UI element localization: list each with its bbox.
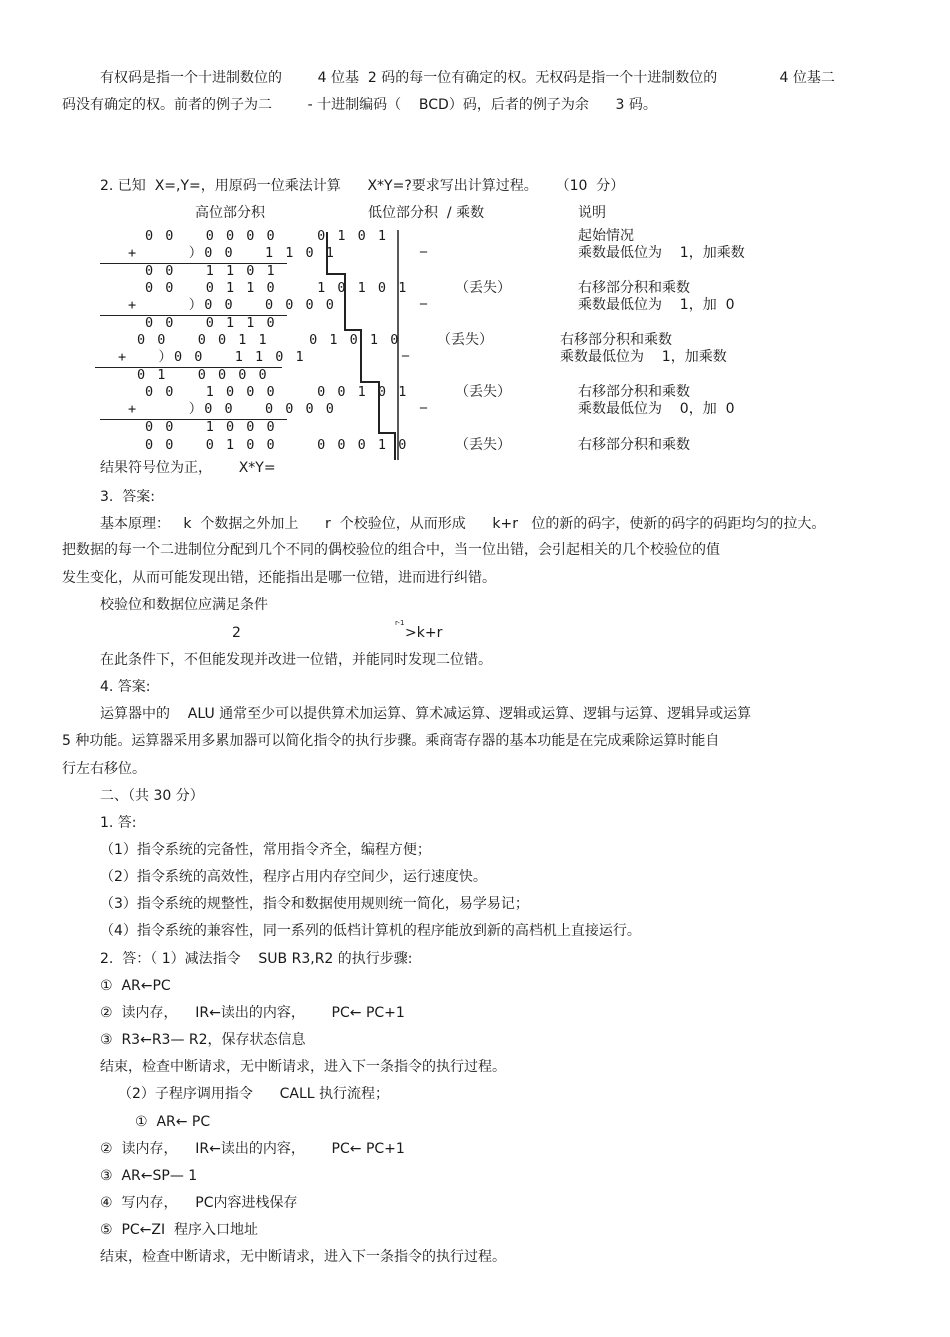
end-note: 结束，检查中断请求，无中断请求，进入下一条指令的执行过程。 xyxy=(100,1059,506,1075)
note: 右移部分积和乘数 xyxy=(578,384,690,400)
col-header-high: 高位部分积 xyxy=(195,205,265,221)
step: ① AR← PC xyxy=(135,1114,211,1130)
step: ⑤ PC←ZI 程序入口地址 xyxy=(100,1222,259,1238)
lost-label: （丢失） xyxy=(455,384,511,400)
shift-staircase-diagram xyxy=(0,0,950,500)
q2-result: 结果符号位为正， X*Y= xyxy=(100,460,276,476)
answer-item: （2）指令系统的高效性，程序占用内存空间少，运行速度快。 xyxy=(100,869,487,885)
step: ③ AR←SP— 1 xyxy=(100,1168,198,1184)
calc-row: + ）0 0 0 0 0 0 xyxy=(128,401,336,417)
intro-line-2: 码没有确定的权。前者的例子为二 - 十进制编码（ BCD）码，后者的例子为余 3 码。 xyxy=(62,97,657,113)
step: ② 读内存， IR←读出的内容， PC← PC+1 xyxy=(100,1141,405,1157)
answer-item: （3）指令系统的规整性，指令和数据使用规则统一简化，易学易记； xyxy=(100,896,529,912)
q3-paragraph: 发生变化，从而可能发现出错，还能指出是哪一位错，进而进行纠错。 xyxy=(62,570,496,586)
calc-row: + ）0 0 1 1 0 1 xyxy=(128,245,336,261)
q4-paragraph: 行左右移位。 xyxy=(62,761,146,777)
q2-title: 2. 已知 X=,Y=，用原码一位乘法计算 X*Y=?要求写出计算过程。 （10 分） xyxy=(100,178,625,194)
note: 右移部分积和乘数 xyxy=(578,280,690,296)
calc-row: 0 0 0 0 0 0 0 1 0 1 xyxy=(145,228,389,244)
formula-rest: >k+r xyxy=(405,625,443,641)
calc-row: 0 0 0 1 0 0 0 0 0 1 0 xyxy=(145,437,409,453)
calc-row: 0 0 1 0 0 0 0 0 1 0 1 xyxy=(145,384,409,400)
calc-row: 0 1 0 0 0 0 xyxy=(137,367,269,383)
calc-row: 0 0 0 1 1 0 1 0 1 0 1 xyxy=(145,280,409,296)
calc-row: 0 0 0 1 1 0 xyxy=(145,315,277,331)
col-header-note: 说明 xyxy=(578,205,606,221)
calc-row: 0 0 1 1 0 1 xyxy=(145,263,277,279)
note: 起始情况 xyxy=(578,228,634,244)
part2-answer-1: 1. 答: xyxy=(100,815,137,831)
calc-row: + ）0 0 0 0 0 0 xyxy=(128,297,336,313)
calc-row: + ）0 0 1 1 0 1 xyxy=(118,349,306,365)
note: 乘数最低位为 1，加乘数 xyxy=(578,245,745,261)
q4-paragraph: 运算器中的 ALU 通常至少可以提供算术加运算、算术减运算、逻辑或运算、逻辑与运算、逻辑异或运算 xyxy=(100,706,752,722)
intro-line-1: 有权码是指一个十进制数位的 4 位基 2 码的每一位有确定的权。无权码是指一个十进制数位的 4 位基二 xyxy=(100,70,835,86)
dash-marker: _ xyxy=(420,237,427,253)
step: ③ R3←R3— R2，保存状态信息 xyxy=(100,1032,306,1048)
note: 乘数最低位为 1，加 0 xyxy=(578,297,735,313)
col-header-low: 低位部分积 / 乘数 xyxy=(368,205,485,221)
dash-marker: _ xyxy=(420,289,427,305)
part2-heading: 二、（共 30 分） xyxy=(100,788,204,804)
q3-paragraph: 把数据的每一个二进制位分配到几个不同的偶校验位的组合中，当一位出错，会引起相关的几个校验位的值 xyxy=(62,542,720,558)
lost-label: （丢失） xyxy=(437,332,493,348)
q4-paragraph: 5 种功能。运算器采用多累加器可以简化指令的执行步骤。乘商寄存器的基本功能是在完成乘除运算时能自 xyxy=(62,733,720,749)
lost-label: （丢失） xyxy=(455,437,511,453)
end-note: 结束，检查中断请求，无中断请求，进入下一条指令的执行过程。 xyxy=(100,1249,506,1265)
dash-marker: _ xyxy=(402,341,409,357)
dash-marker: _ xyxy=(420,393,427,409)
q3-paragraph: 基本原理： k 个数据之外加上 r 个校验位，从而形成 k+r 位的新的码字，使新的码字的码距均匀的拉大。 xyxy=(100,516,826,532)
q4-heading: 4. 答案: xyxy=(100,679,151,695)
answer-item: （1）指令系统的完备性，常用指令齐全，编程方便； xyxy=(100,842,431,858)
calc-row: 0 0 0 0 1 1 0 1 0 1 0 xyxy=(137,332,401,348)
q3-paragraph: 在此条件下，不但能发现并改进一位错，并能同时发现二位错。 xyxy=(100,652,492,668)
step: ② 读内存， IR←读出的内容， PC← PC+1 xyxy=(100,1005,405,1021)
note: 右移部分积和乘数 xyxy=(560,332,672,348)
note: 乘数最低位为 0，加 0 xyxy=(578,401,735,417)
note: 乘数最低位为 1，加乘数 xyxy=(560,349,727,365)
lost-label: （丢失） xyxy=(455,280,511,296)
call-title: （2）子程序调用指令 CALL 执行流程； xyxy=(118,1086,390,1102)
step: ① AR←PC xyxy=(100,978,171,994)
step: ④ 写内存， PC内容进栈保存 xyxy=(100,1195,298,1211)
note: 右移部分积和乘数 xyxy=(578,437,690,453)
calc-row: 0 0 1 0 0 0 xyxy=(145,419,277,435)
q3-heading: 3. 答案: xyxy=(100,489,155,505)
answer-item: （4）指令系统的兼容性，同一系列的低档计算机的程序能放到新的高档机上直接运行。 xyxy=(100,923,641,939)
formula-exponent: r-1 xyxy=(395,619,405,627)
formula-base: 2 xyxy=(232,625,241,641)
part2-answer-2: 2. 答：（ 1）减法指令 SUB R3,R2 的执行步骤: xyxy=(100,951,413,967)
q3-paragraph: 校验位和数据位应满足条件 xyxy=(100,597,268,613)
